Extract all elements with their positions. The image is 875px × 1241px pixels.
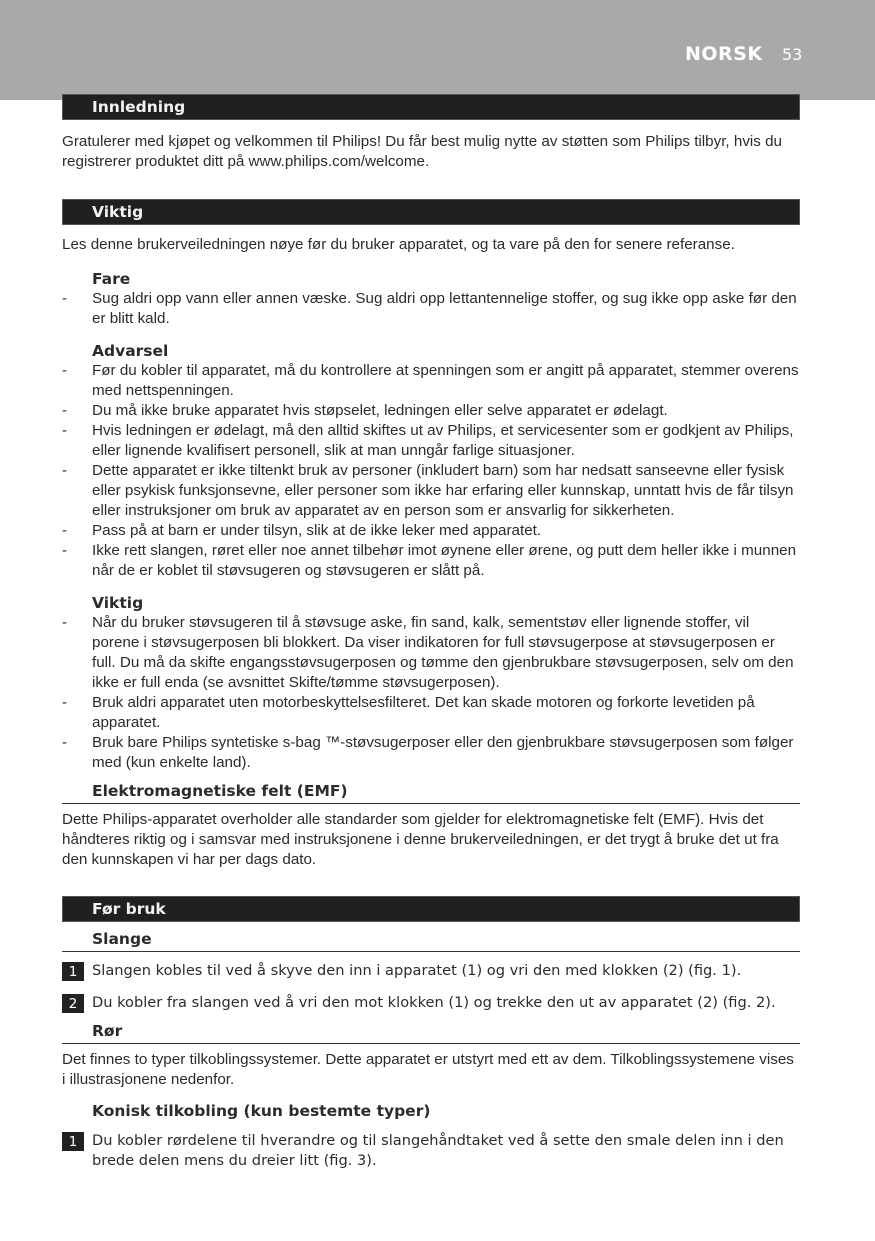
- list-item: - Bruk aldri apparatet uten motorbeskyttelsesfilteret. Det kan skade motoren og forkorte levetiden på apparatet.: [62, 694, 755, 731]
- section-heading-intro: Innledning: [62, 94, 800, 120]
- tube-heading: Rør: [62, 1021, 800, 1044]
- intro-text: Gratulerer med kjøpet og velkommen til Philips! Du får best mulig nytte av støtten som Philips tilbyr, hvis du registrerer produktet ditt på www.philips.com/welcome.: [62, 133, 782, 170]
- page-content: [62, 94, 800, 1171]
- list-item: - Før du kobler til apparatet, må du kontrollere at spenningen som er angitt på apparatet, stemmer overens med nettspenningen.: [62, 362, 799, 399]
- tube-text: Det finnes to typer tilkoblingssystemer. Dette apparatet er utstyrt med ett av dem. Tilkoblingssystemene vises i illustrasjonene nedenfor.: [62, 1051, 794, 1088]
- step-number: 1: [62, 962, 84, 981]
- page-number: 53: [782, 45, 803, 64]
- section-heading-important: Viktig: [62, 199, 800, 225]
- language-label: NORSK: [685, 43, 763, 65]
- emf-text: Dette Philips-apparatet overholder alle standarder som gjelder for elektromagnetiske felt (EMF). Hvis det håndteres riktig og i samsvar med instruksjonene i denne brukerveiledningen, er det trygt å bruke det ut fra den kunnskapen vi har per dags dato.: [62, 811, 779, 868]
- emf-heading: Elektromagnetiske felt (EMF): [62, 781, 800, 804]
- list-item: - Hvis ledningen er ødelagt, må den alltid skiftes ut av Philips, et servicesenter som er godkjent av Philips, eller lignende kvalifisert personell, slik at man unngår farlige situasjoner.: [62, 422, 794, 459]
- hose-heading: Slange: [62, 929, 800, 952]
- important-intro: Les denne brukerveiledningen nøye før du bruker apparatet, og ta vare på den for senere referanse.: [62, 236, 735, 253]
- step-item: 1 Du kobler rørdelene til hverandre og til slangehåndtaket ved å sette den smale delen inn i den brede delen mens du dreier litt (fig. 3).: [62, 1131, 800, 1171]
- list-item: - Når du bruker støvsugeren til å støvsuge aske, fin sand, kalk, sementstøv eller lignende stoffer, vil porene i støvsugerposen bli blokkert. Da viser indikatoren for full støvsugerpose at støvsugerposen er full. Du må da skifte engangsstøvsugerposen og tømme den gjenbrukbare støvsugerposen, selv om den ikke er full enda (se avsnittet Skifte/tømme støvsugerposen).: [62, 614, 794, 691]
- step-item: 2 Du kobler fra slangen ved å vri den mot klokken (1) og trekke den ut av apparatet (2) (fig. 2).: [62, 993, 800, 1013]
- list-item: - Pass på at barn er under tilsyn, slik at de ikke leker med apparatet.: [62, 522, 542, 539]
- danger-list: [62, 289, 800, 329]
- conical-steps: [62, 1131, 800, 1171]
- danger-heading: Fare: [92, 270, 131, 288]
- step-number: 1: [62, 1132, 84, 1151]
- step-item: 1 Slangen kobles til ved å skyve den inn i apparatet (1) og vri den med klokken (2) (fig. 1).: [62, 961, 800, 981]
- list-item: - Sug aldri opp vann eller annen væske. Sug aldri opp lettantennelige stoffer, og sug ikke opp aske før den er blitt kald.: [62, 290, 797, 327]
- page-header: [0, 0, 875, 100]
- conical-heading: Konisk tilkobling (kun bestemte typer): [92, 1102, 431, 1120]
- section-heading-before-use: Før bruk: [62, 896, 800, 922]
- caution-list: [62, 613, 800, 773]
- list-item: - Bruk bare Philips syntetiske s-bag ™-støvsugerposer eller den gjenbrukbare støvsugerposen som følger med (kun enkelte land).: [62, 734, 794, 771]
- hose-steps: [62, 961, 800, 1013]
- list-item: - Du må ikke bruke apparatet hvis støpselet, ledningen eller selve apparatet er ødelagt.: [62, 402, 668, 419]
- step-number: 2: [62, 994, 84, 1013]
- list-item: - Ikke rett slangen, røret eller noe annet tilbehør imot øynene eller ørene, og putt dem heller ikke i munnen når de er koblet til støvsugeren og støvsugeren er slått på.: [62, 542, 797, 579]
- warning-list: [62, 361, 800, 581]
- list-item: - Dette apparatet er ikke tiltenkt bruk av personer (inkludert barn) som har nedsatt sanseevne eller fysisk eller psykisk funksjonsevne, eller personer som ikke har erfaring eller kunnskap, unntatt hvis de får tilsyn eller instruksjoner om bruk av apparatet av en person som er ansvarlig for sikkerheten.: [62, 462, 794, 519]
- caution-heading: Viktig: [92, 594, 144, 612]
- warning-heading: Advarsel: [92, 342, 169, 360]
